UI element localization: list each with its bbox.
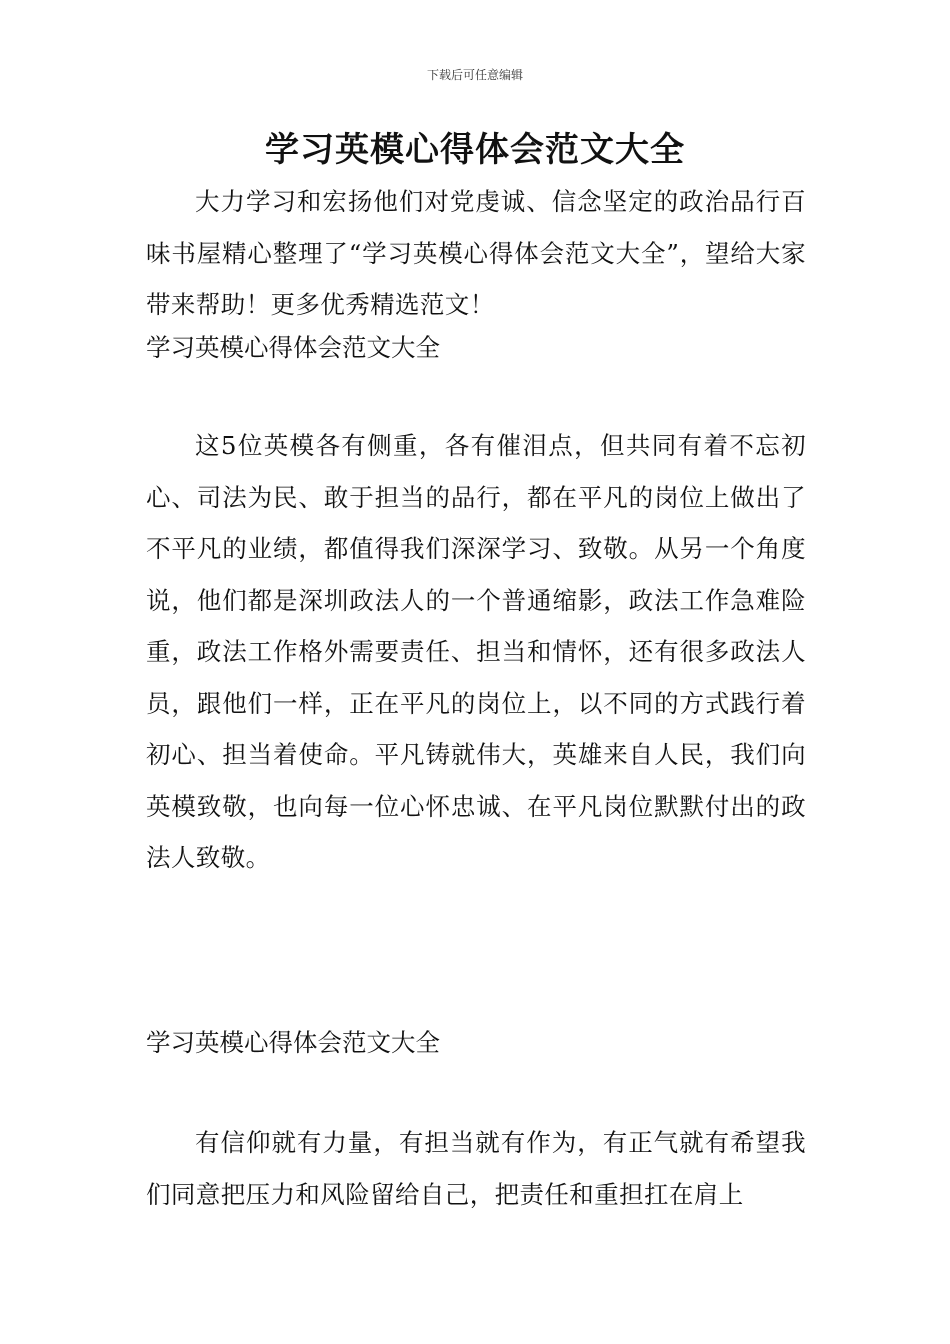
section-heading: 学习英模心得体会范文大全 (146, 333, 440, 362)
intro-paragraph: 大力学习和宏扬他们对党虔诚、信念坚定的政治品行百味书屋精心整理了“学习英模心得体会范文大全”，望给大家带来帮助！更多优秀精选范文！ (146, 187, 806, 319)
document-title: 学习英模心得体会范文大全 (265, 130, 685, 170)
header-note: 下载后可任意编辑 (426, 68, 523, 82)
section-heading: 学习英模心得体会范文大全 (146, 1028, 440, 1057)
body-paragraph: 这5位英模各有侧重，各有催泪点，但共同有着不忘初心、司法为民、敢于担当的品行，都在平凡的岗位上做出了不平凡的业绩，都值得我们深深学习、致敬。从另一个角度说，他们都是深圳政法人的一个普通缩影，政法工作急难险重，政法工作格外需要责任、担当和情怀，还有很多政法人员，跟他们一样，正在平凡的岗位上，以不同的方式践行着初心、担当着使命。平凡铸就伟大，英雄来自人民，我们向英模致敬，也向每一位心怀忠诚、在平凡岗位默默付出的政法人致敬。 (146, 431, 806, 872)
body-paragraph: 有信仰就有力量，有担当就有作为，有正气就有希望我们同意把压力和风险留给自己，把责任和重担扛在肩上 (146, 1128, 806, 1209)
